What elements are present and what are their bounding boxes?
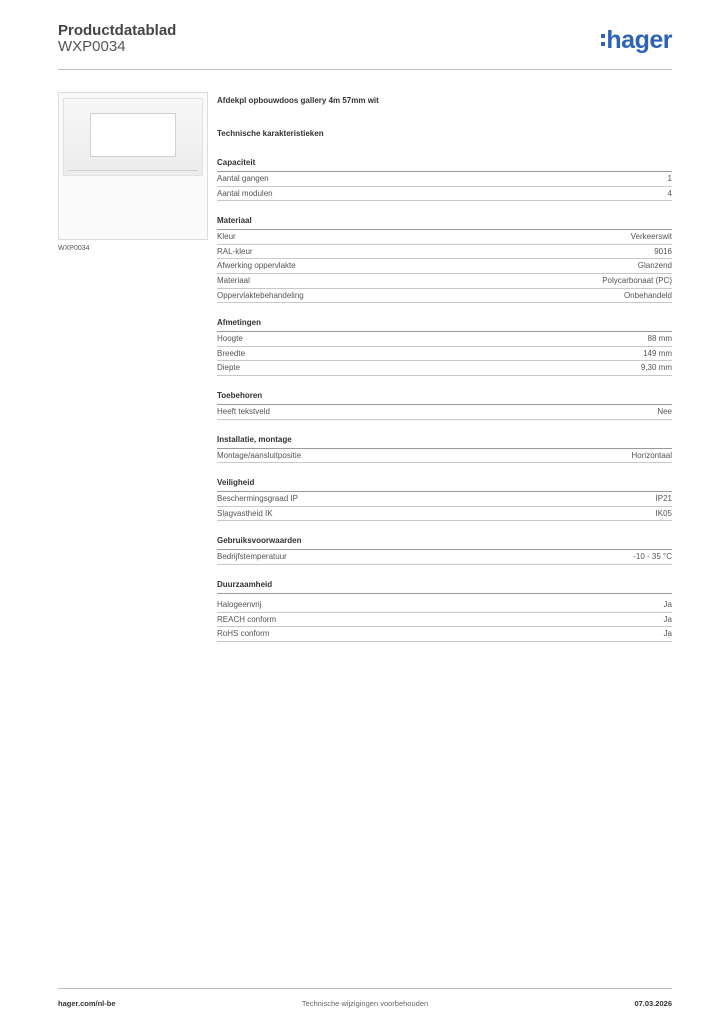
spec-row: [217, 332, 672, 347]
spec-row: [217, 405, 672, 420]
spec-section: [217, 478, 672, 521]
spec-value: 9016: [654, 246, 672, 256]
spec-row: [217, 289, 672, 304]
spec-label: Aantal modulen: [217, 188, 273, 198]
spec-label: Afwerking oppervlakte: [217, 261, 296, 271]
spec-section: [217, 536, 672, 565]
spec-label: Halogeenvrij: [217, 599, 262, 609]
spec-section: [217, 580, 672, 642]
spec-row: [217, 449, 672, 464]
spec-sections: [217, 158, 672, 642]
spec-value: Horizontaal: [631, 450, 672, 460]
spec-value: Verkeerswit: [630, 232, 672, 242]
spec-row: [217, 187, 672, 202]
spec-label: RoHS conform: [217, 629, 270, 639]
spec-label: Oppervlaktebehandeling: [217, 290, 304, 300]
spec-row: [217, 347, 672, 362]
spec-label: Hoogte: [217, 334, 243, 344]
spec-label: Beschermingsgraad IP: [217, 494, 298, 504]
spec-section: [217, 391, 672, 420]
spec-value: 1: [667, 174, 672, 183]
spec-row: [217, 598, 672, 613]
spec-value: IP21: [655, 494, 672, 504]
logo-text: hager: [606, 26, 672, 54]
logo-colon-icon: [601, 33, 605, 47]
image-caption: WXP0034: [58, 245, 90, 252]
spec-value: 88 mm: [647, 334, 672, 344]
spec-label: Heeft tekstveld: [217, 406, 270, 416]
spec-value: Nee: [657, 406, 672, 416]
spec-value: Onbehandeld: [623, 290, 672, 300]
footer-notice: Technische wijzigingen voorbehouden: [301, 999, 429, 1008]
spec-heading: Technische karakteristieken: [217, 129, 324, 138]
spec-value: Ja: [663, 629, 672, 639]
spec-row: [217, 230, 672, 245]
spec-row: [217, 627, 672, 642]
spec-content: [217, 96, 672, 642]
spec-label: Slagvastheid IK: [217, 508, 273, 518]
spec-label: Diepte: [217, 363, 241, 373]
section-title: Capaciteit: [217, 158, 672, 172]
spec-row: [217, 274, 672, 289]
spec-label: Aantal gangen: [217, 174, 269, 183]
cover-plate-edge: [68, 170, 198, 171]
section-title: Gebruiksvoorwaarden: [217, 536, 672, 550]
spec-value: Glanzend: [637, 261, 672, 271]
spec-section: [217, 216, 672, 303]
product-image: [58, 92, 208, 240]
spec-value: 9,30 mm: [640, 363, 672, 373]
spec-label: Breedte: [217, 348, 246, 358]
section-title: Duurzaamheid: [217, 580, 672, 594]
section-title: Installatie, montage: [217, 435, 672, 449]
spec-section: [217, 435, 672, 464]
spec-row: [217, 361, 672, 376]
spec-row: [217, 613, 672, 628]
spec-value: -10 - 35 °C: [633, 552, 672, 562]
spec-row: [217, 172, 672, 187]
spec-label: Materiaal: [217, 275, 250, 285]
footer-date: 07.03.2026: [634, 999, 672, 1008]
spec-value: 4: [667, 188, 672, 198]
spec-label: Bedrijfstemperatuur: [217, 552, 287, 562]
page-footer: [58, 988, 672, 1013]
spec-section: [217, 158, 672, 201]
footer-website: hager.com/nl-be: [58, 999, 116, 1008]
cover-plate-window: [90, 113, 176, 157]
spec-row: [217, 259, 672, 274]
section-title: Veiligheid: [217, 478, 672, 492]
spec-section: [217, 318, 672, 376]
section-title: Toebehoren: [217, 391, 672, 405]
spec-row: [217, 245, 672, 260]
product-code: WXP0034: [58, 38, 126, 55]
spec-row: [217, 492, 672, 507]
spec-label: Kleur: [217, 232, 236, 242]
product-name: Afdekpl opbouwdoos gallery 4m 57mm wit: [217, 96, 379, 105]
spec-value: Ja: [663, 614, 672, 624]
spec-value: IK05: [655, 508, 672, 518]
spec-label: RAL-kleur: [217, 246, 253, 256]
spec-value: Ja: [663, 599, 672, 609]
section-title: Materiaal: [217, 216, 672, 230]
spec-row: [217, 507, 672, 522]
page-header: [58, 22, 672, 70]
spec-label: REACH conform: [217, 614, 277, 624]
spec-value: Polycarbonaat (PC): [602, 275, 672, 285]
document-title: Productdatablad: [58, 22, 177, 39]
spec-row: [217, 550, 672, 565]
spec-label: Montage/aansluitpositie: [217, 450, 302, 460]
cover-plate-picture: [63, 98, 203, 176]
spec-value: 149 mm: [643, 348, 672, 358]
section-title: Afmetingen: [217, 318, 672, 332]
hager-logo: [601, 28, 672, 53]
